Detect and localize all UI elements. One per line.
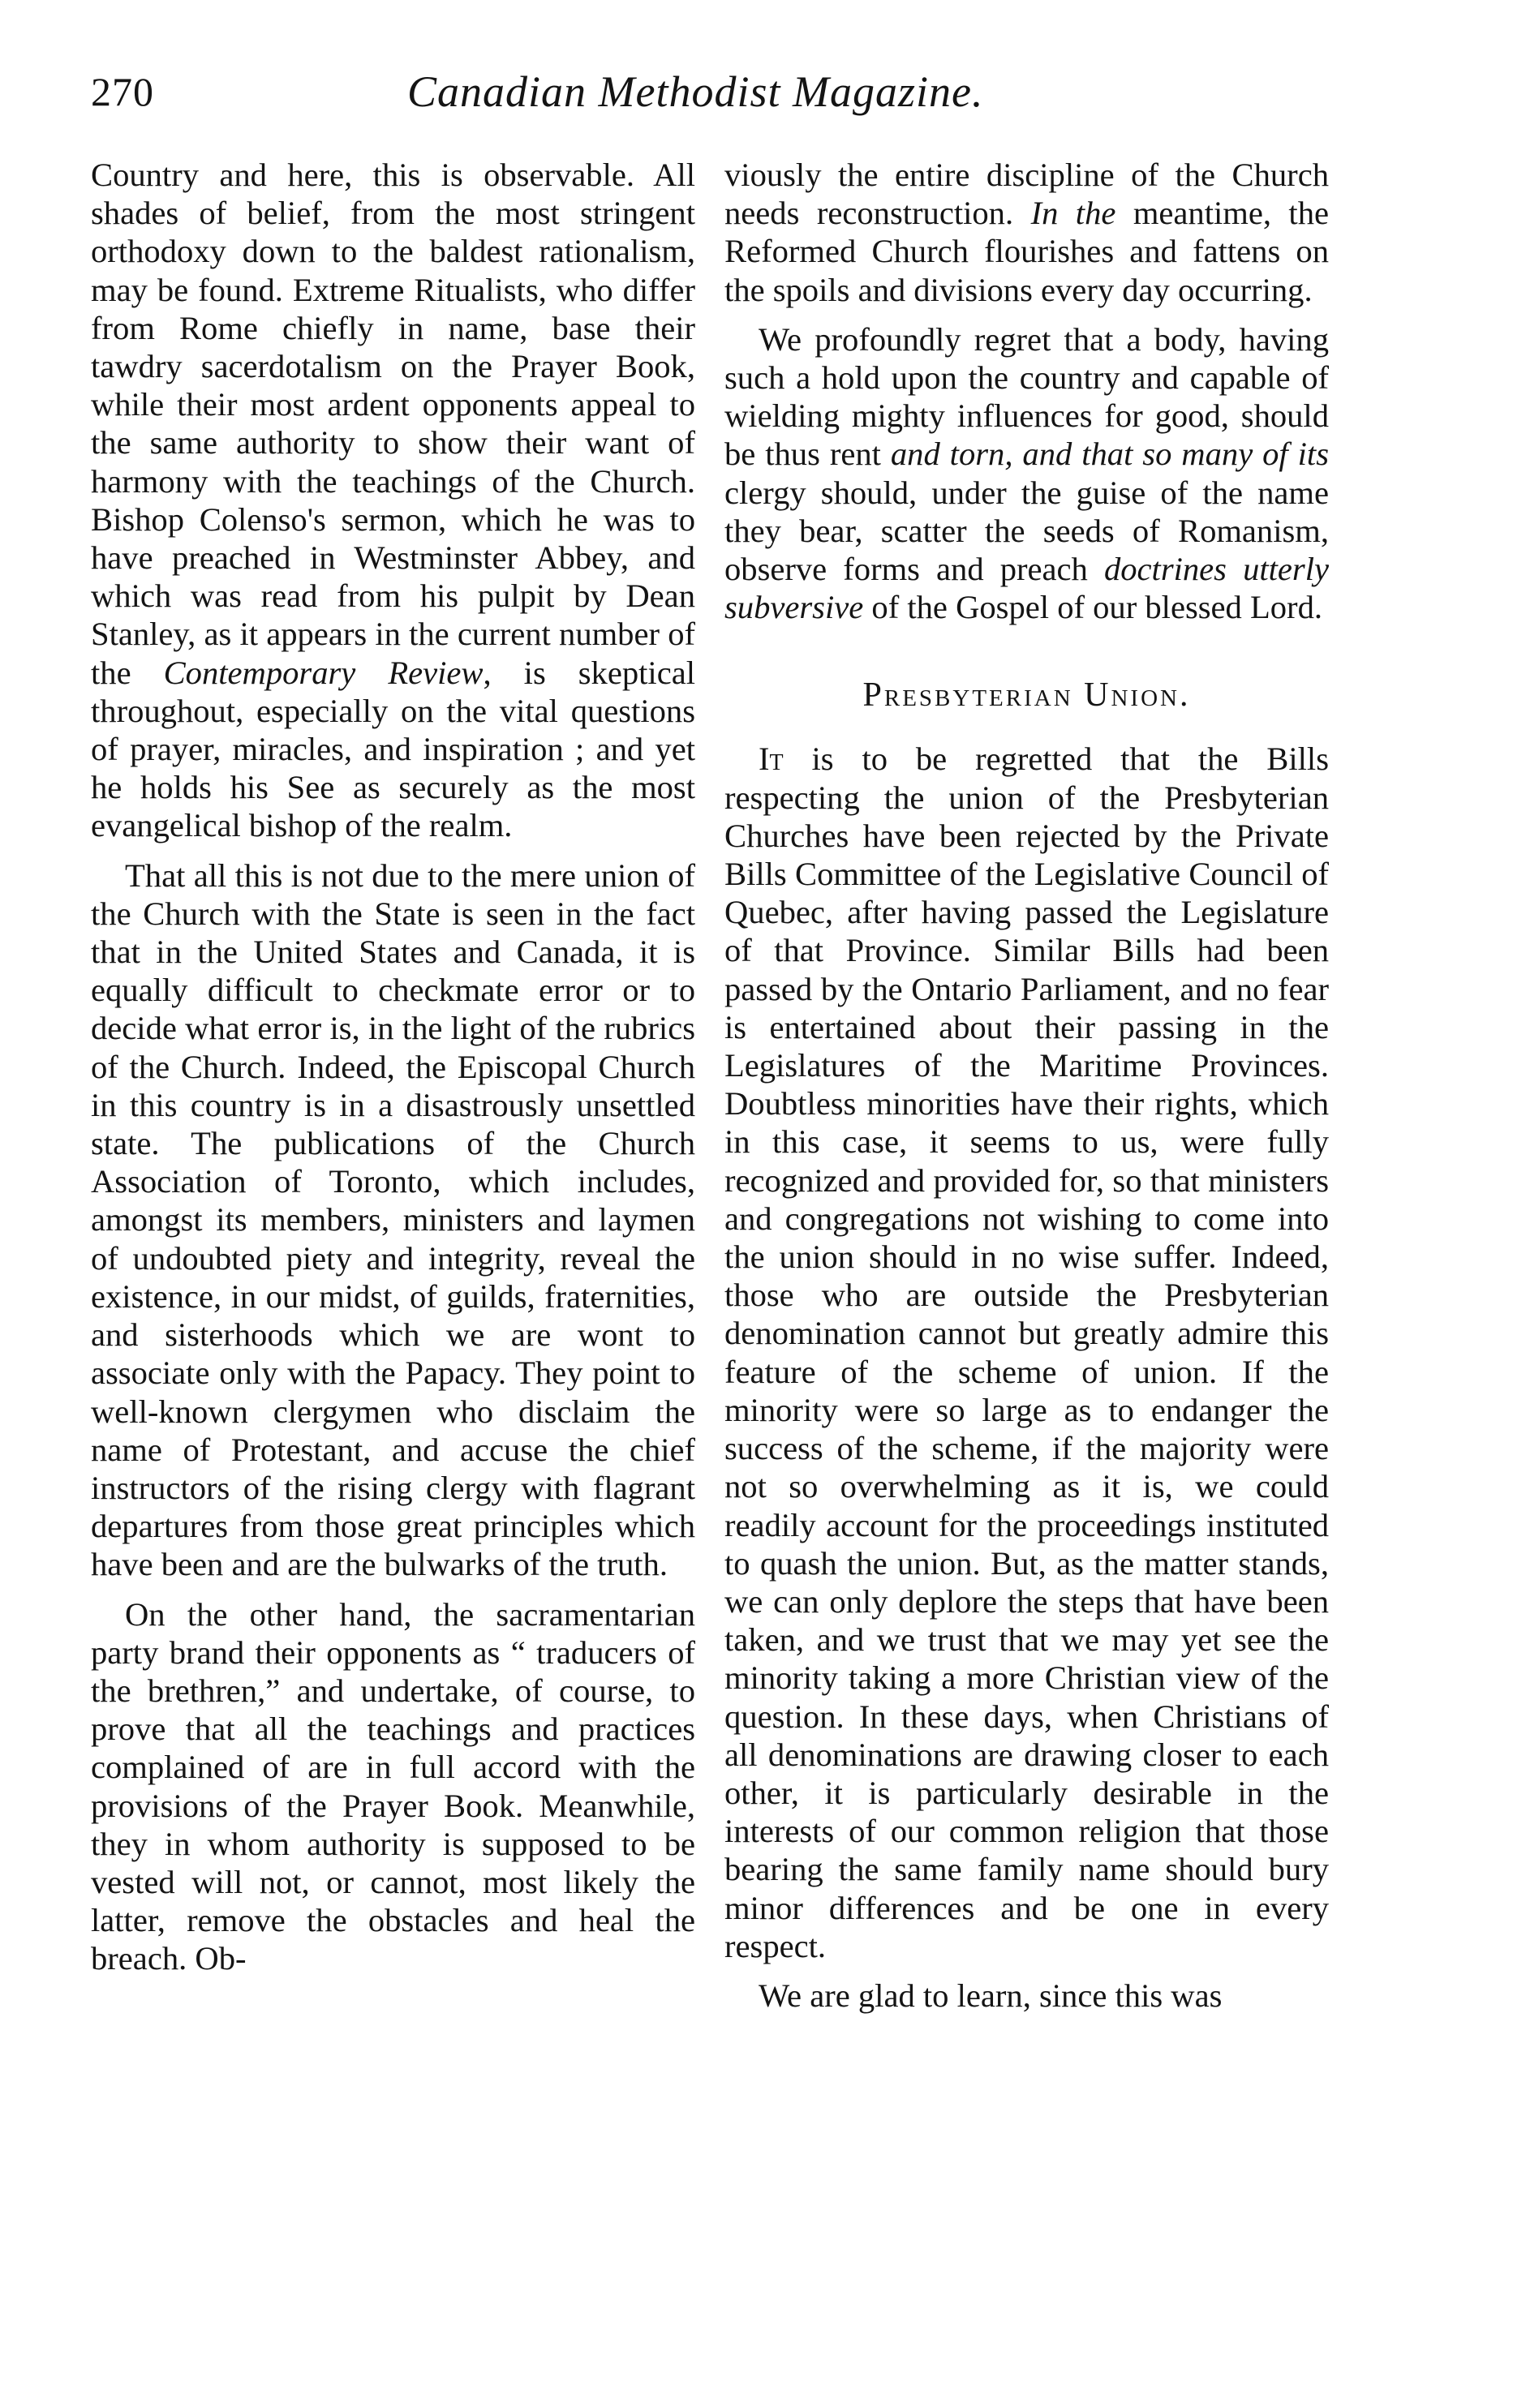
paragraph-text: of the Gospel of our blessed Lord.: [863, 589, 1322, 626]
section-heading: Presbyterian Union.: [862, 676, 1191, 715]
italic-title: Contemporary Review: [163, 654, 484, 691]
right-column: [724, 156, 1329, 2015]
page-header: [91, 63, 1324, 120]
running-title: Canadian Methodist Magazine.: [407, 67, 984, 116]
paragraph: [91, 156, 695, 845]
paragraph-text: , is skeptical throughout, especially on the vital questions of prayer, miracles, and inspiration ; and yet he holds his See as securely as the most evangelical bishop of the realm.: [91, 654, 695, 844]
paragraph-text: We profoundly regret that a body, having such a hold upon the country and capable of wielding mighty influences for good, should be thus rent: [724, 320, 1329, 473]
italic-text: doctrines utterly subversive: [724, 551, 1329, 626]
italic-text: and torn, and that so many of its: [890, 436, 1329, 473]
paragraph: [724, 740, 1329, 1965]
paragraph-text: clergy should, under the guise of the name they bear, scatter the seeds of Romanism, observe forms and preach: [724, 474, 1329, 588]
paragraph: On the other hand, the sacramentarian party brand their opponents as “ traducers of the brethren,” and undertake, of course, to prove that all the teachings and practices complained of are in full accord with the provisions of the Prayer Book. Meanwhile, they in whom authority is supposed to be vested will not, or cannot, most likely the latter, remove the obstacles and heal the breach. Ob-: [91, 1595, 695, 1977]
lead-word: It: [759, 740, 784, 778]
paragraph: That all this is not due to the mere union of the Church with the State is seen in the fact that in the United States and Canada, it is equally difficult to checkmate error or to decide what error is, in the light of the rubrics of the Church. Indeed, the Episcopal Church in this country is in a disastrously unsettled state. The publications of the Church Association of Toronto, which includes, amongst its members, ministers and laymen of undoubted piety and integrity, reveal the existence, in our midst, of guilds, fraternities, and sisterhoods which we are wont to associate only with the Papacy. They point to well-known clergymen who disclaim the name of Protestant, and accuse the chief instructors of the rising clergy with flagrant departures from those great principles which have been and are the bulwarks of the truth.: [91, 856, 695, 1583]
left-column: [91, 156, 695, 1978]
paragraph-text: Country and here, this is observable. All shades of belief, from the most stringent orthodoxy down to the baldest rationalism, may be found. Extreme Ritualists, who differ from Rome chiefly in name, base their tawdry sacerdotalism on the Prayer Book, while their most ardent opponents appeal to the same authority to show their want of harmony with the teachings of the Church. Bishop Colenso's sermon, which he was to have preached in Westminster Abbey, and which was read from his pulpit by Dean Stanley, as it appears in the current number of the: [91, 157, 695, 691]
paragraph-text: viously the entire discipline of the Church needs reconstruction.: [724, 157, 1329, 232]
paragraph: [724, 320, 1329, 627]
paragraph: [724, 156, 1329, 309]
paragraph-text: is to be regretted that the Bills respecting the union of the Presbyterian Churches have been rejected by the Private Bills Committee of the Legislative Council of Quebec, after having passed the Legislature of that Province. Similar Bills had been passed by the Ontario Parliament, and no fear is entertained about their passing in the Legislatures of the Maritime Provinces. Doubtless minorities have their rights, which in this case, it seems to us, were fully recognized and provided for, so that ministers and congregations not wishing to come into the union should in no wise suffer. Indeed, those who are outside the Presbyterian denomination cannot but greatly admire this feature of the scheme of union. If the minority were so large as to endanger the success of the scheme, if the majority were not so overwhelming as it is, we could readily account for the proceedings instituted to quash the union. But, as the matter stands, we can only deplore the steps that have been taken, and we trust that we may yet see the minority taking a more Christian view of the question. In these days, when Christians of all denominations are drawing closer to each other, it is particularly desirable in the interests of our common religion that those bearing the same family name should bury minor differences and be one in every respect.: [724, 740, 1329, 1964]
paragraph-text: meantime, the Reformed Church flourishes and fattens on the spoils and divisions every day occurring.: [724, 195, 1329, 308]
paragraph: We are glad to learn, since this was: [759, 1977, 1223, 2014]
page-number: 270: [91, 69, 154, 114]
italic-text: In the: [1030, 195, 1116, 232]
